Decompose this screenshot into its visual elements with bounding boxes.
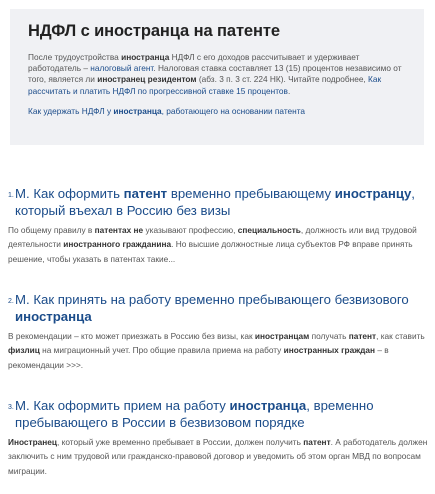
text-run: , который уже временно пребывает в России, должен получить <box>57 437 304 447</box>
result-header <box>8 186 428 219</box>
highlight-term: иностранцам <box>254 331 310 341</box>
withhold-ndfl-link[interactable] <box>28 106 305 116</box>
text-run: – в рекомендации >>>. <box>8 345 389 370</box>
highlight-term: иностранных граждан <box>283 345 376 356</box>
text-run: М. Как оформить <box>15 186 124 201</box>
result-title-link[interactable] <box>15 398 428 431</box>
result-number: 1. <box>8 192 14 199</box>
text-run: , работающего на основании патента <box>161 105 306 116</box>
highlight-term: патент <box>123 186 168 201</box>
text-run: временно пребывающему <box>167 186 335 201</box>
text-run: на миграционный учет. Про общие правила приема на работу <box>39 345 284 356</box>
text-run: , как ставить <box>376 331 425 341</box>
result-snippet <box>8 329 428 372</box>
text-run: . Налоговая ставка составляет 13 (15) процентов независимо от того, является ли <box>28 63 402 85</box>
highlight-term: физлиц <box>8 345 40 356</box>
highlight-term: иностранцу <box>334 186 412 201</box>
text-run: М. Как оформить прием на работу <box>15 398 230 413</box>
text-run: . Но высшие должностные лица субъектов РФ вправе принять решение, чтобы указать в патентах такие... <box>8 239 413 264</box>
result-number: 2. <box>8 298 14 305</box>
result-snippet <box>8 223 428 266</box>
text-run: М. Как принять на работу временно пребывающего безвизового <box>15 292 409 307</box>
inline-link[interactable]: Как рассчитать и платить НДФЛ по прогрессивной ставке 15 процентов <box>28 74 382 96</box>
text-run: , который въехал в Россию без визы <box>15 186 415 218</box>
highlight-term: иностранец резидентом <box>97 74 197 85</box>
result-snippet <box>8 435 428 478</box>
highlight-term: специальность <box>237 225 301 235</box>
text-run: указывают профессию, <box>143 225 238 235</box>
highlight-term: иностранного гражданина <box>63 239 172 250</box>
card-title: НДФЛ с иностранца на патенте <box>28 22 280 40</box>
card-link[interactable] <box>28 106 408 117</box>
text-run: , временно пребывающего в России в безвизовом порядке <box>15 398 374 430</box>
text-run: . А работодатель должен заключить с ним трудовой или гражданско-правовой договор и уведомить об этом орган МВД по вопросам миграции. <box>8 437 428 476</box>
highlight-term: иностранца <box>229 398 307 413</box>
result-item <box>8 398 428 478</box>
info-card <box>10 9 424 145</box>
result-title-link[interactable] <box>15 292 428 325</box>
highlight-term: иностранца <box>121 52 170 62</box>
result-header <box>8 292 428 325</box>
highlight-term: патент <box>303 437 331 447</box>
text-run: получать <box>309 331 349 341</box>
text-run: НДФЛ с его доходов рассчитывает и удерживает работодатель – <box>28 52 360 74</box>
text-run: . <box>287 85 291 96</box>
text-run: В рекомендации – кто может приезжать в Россию без визы, как <box>8 331 255 341</box>
result-number: 3. <box>8 404 14 411</box>
result-title-link[interactable] <box>15 186 428 219</box>
text-run: По общему правилу в <box>8 225 95 235</box>
result-header <box>8 398 428 431</box>
text-run: Как удержать НДФЛ у <box>28 105 114 116</box>
highlight-term: иностранца <box>113 105 162 116</box>
highlight-term: патент <box>348 331 377 341</box>
result-item <box>8 292 428 372</box>
text-run: , должность или вид трудовой деятельности <box>8 225 417 250</box>
highlight-term: патентах не <box>94 225 144 235</box>
result-item <box>8 186 428 266</box>
highlight-term: иностранца <box>15 308 92 324</box>
card-body <box>28 52 408 97</box>
highlight-term: Иностранец <box>8 437 58 447</box>
text-run: (абз. 3 п. 3 ст. 224 НК). Читайте подробнее, <box>196 74 369 85</box>
inline-link[interactable]: налоговый агент <box>90 63 154 74</box>
text-run: После трудоустройства <box>28 52 122 62</box>
